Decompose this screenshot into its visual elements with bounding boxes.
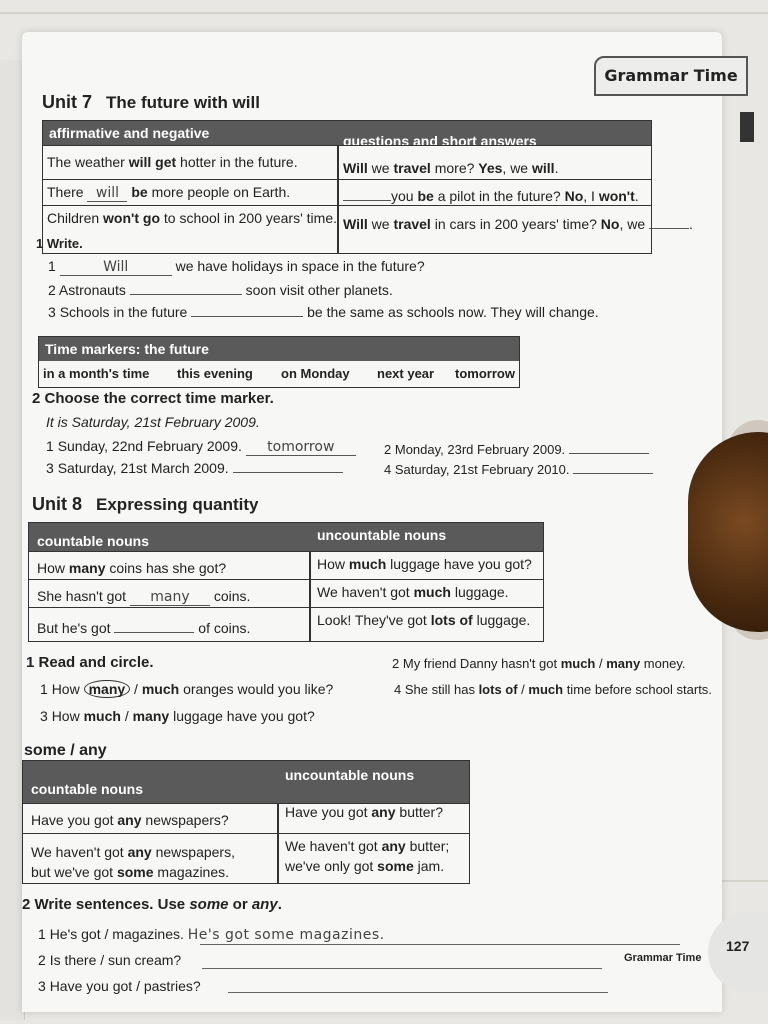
row-right: you be a pilot in the future? No, I won't. bbox=[343, 188, 639, 204]
answer-field[interactable]: He's got some magazines. bbox=[187, 927, 385, 943]
time-marker: on Monday bbox=[281, 366, 350, 381]
answer-field[interactable]: Will bbox=[60, 259, 172, 276]
row-left: How many coins has she got? bbox=[37, 560, 227, 576]
row-right: Look! They've got lots of luggage. bbox=[317, 612, 531, 628]
table-row bbox=[29, 551, 543, 580]
option[interactable]: lots of bbox=[478, 682, 518, 697]
answer-field[interactable] bbox=[573, 473, 653, 474]
time-markers-header: Time markers: the future bbox=[39, 337, 519, 361]
option[interactable]: much bbox=[528, 682, 564, 697]
answer-field[interactable] bbox=[191, 316, 303, 317]
exercise-item: 2 Is there / sun cream? bbox=[38, 952, 182, 968]
row-left: We haven't got any newspapers, but we've got some magazines. bbox=[31, 844, 235, 880]
answer-field[interactable] bbox=[569, 453, 649, 454]
row-right: Have you got any butter? bbox=[285, 804, 443, 820]
table-row bbox=[29, 607, 543, 640]
table-row bbox=[23, 803, 469, 834]
option[interactable]: much bbox=[83, 708, 121, 724]
row-left: But he's got of coins. bbox=[37, 620, 251, 636]
grammar-time-tab: Grammar Time bbox=[594, 56, 748, 96]
answer-field[interactable] bbox=[130, 294, 242, 295]
row-right: We haven't got much luggage. bbox=[317, 584, 509, 600]
footer-label: Grammar Time bbox=[624, 952, 702, 964]
exercise-item: 2 My friend Danny hasn't got much / many money. bbox=[392, 656, 686, 671]
unit8-grammar-table bbox=[28, 522, 544, 642]
row-right: Will we travel in cars in 200 years' time? No, we . bbox=[343, 216, 693, 232]
exercise-heading: 1 Read and circle. bbox=[26, 654, 154, 671]
col-header: questions and short answers bbox=[343, 133, 537, 149]
row-right: How much luggage have you got? bbox=[317, 556, 532, 572]
exercise-item: 1 Sunday, 22nd February 2009. tomorrow bbox=[46, 438, 356, 456]
exercise-heading: 2 Choose the correct time marker. bbox=[32, 390, 274, 407]
col-header: uncountable nouns bbox=[285, 767, 415, 783]
exercise-item: 3 Schools in the future be the same as schools now. They will change. bbox=[48, 304, 599, 320]
row-left: Children won't go to school in 200 years' time. bbox=[47, 210, 337, 226]
answer-line bbox=[200, 944, 680, 945]
exercise-item: 1 He's got / magazines. He's got some magazines. bbox=[38, 926, 385, 943]
exercise-item: 1 Will we have holidays in space in the future? bbox=[48, 258, 425, 275]
col-header: uncountable nouns bbox=[317, 527, 447, 543]
col-header: countable nouns bbox=[31, 781, 143, 797]
exercise-item: 2 Astronauts soon visit other planets. bbox=[48, 282, 393, 298]
time-markers-box bbox=[38, 336, 520, 388]
option[interactable]: many bbox=[606, 656, 641, 671]
answer-line bbox=[202, 968, 602, 969]
some-any-table bbox=[22, 760, 470, 884]
floor-board bbox=[0, 12, 768, 14]
exercise-heading: 1 Write. bbox=[36, 236, 83, 251]
time-marker: next year bbox=[377, 366, 435, 381]
answer-field[interactable]: tomorrow bbox=[246, 439, 356, 456]
unit7-grammar-table bbox=[42, 120, 693, 254]
row-right: Will we travel more? Yes, we will. bbox=[343, 160, 559, 176]
answer-line bbox=[228, 992, 608, 993]
exercise-item: 4 She still has lots of / much time before school starts. bbox=[394, 682, 712, 697]
section-heading: some / any bbox=[24, 742, 107, 759]
table-row bbox=[29, 579, 543, 608]
option[interactable]: many bbox=[132, 708, 170, 724]
row-left: Have you got any newspapers? bbox=[31, 812, 229, 828]
table-row bbox=[43, 205, 693, 252]
row-left: The weather will get hotter in the future. bbox=[47, 154, 298, 170]
time-marker: in a month's time bbox=[43, 366, 150, 381]
unit7-title: Unit 7 The future with will bbox=[42, 92, 260, 112]
row-left: She hasn't got many coins. bbox=[37, 588, 251, 605]
table-row bbox=[43, 145, 651, 180]
answer-field[interactable] bbox=[233, 472, 343, 473]
brown-jar bbox=[688, 432, 768, 632]
exercise-item: 3 How much / many luggage have you got? bbox=[40, 708, 315, 724]
option[interactable]: much bbox=[141, 681, 180, 697]
tab-strip bbox=[740, 112, 754, 142]
table-row bbox=[43, 179, 651, 206]
exercise-context: It is Saturday, 21st February 2009. bbox=[46, 414, 260, 430]
exercise-item: 1 How many / much oranges would you like? bbox=[40, 681, 334, 697]
time-marker: this evening bbox=[177, 366, 253, 381]
option[interactable]: much bbox=[560, 656, 596, 671]
exercise-item: 3 Have you got / pastries? bbox=[38, 978, 201, 994]
col-header: affirmative and negative bbox=[49, 125, 210, 141]
circled-option[interactable]: many bbox=[84, 680, 131, 698]
table-row bbox=[23, 833, 469, 882]
row-left: There will be more people on Earth. bbox=[47, 184, 291, 201]
unit8-title: Unit 8 Expressing quantity bbox=[32, 494, 259, 514]
table-header bbox=[23, 761, 469, 803]
col-header: countable nouns bbox=[37, 533, 149, 549]
exercise-item: 2 Monday, 23rd February 2009. bbox=[384, 442, 649, 457]
exercise-item: 4 Saturday, 21st February 2010. bbox=[384, 462, 653, 477]
exercise-heading: 2 Write sentences. Use some or any. bbox=[22, 896, 282, 913]
table-header bbox=[29, 523, 543, 551]
page-number: 127 bbox=[726, 938, 750, 954]
row-right: We haven't got any butter; we've only got some jam. bbox=[285, 838, 450, 874]
table-header bbox=[43, 121, 651, 149]
time-marker: tomorrow bbox=[455, 366, 515, 381]
exercise-item: 3 Saturday, 21st March 2009. bbox=[46, 460, 343, 476]
